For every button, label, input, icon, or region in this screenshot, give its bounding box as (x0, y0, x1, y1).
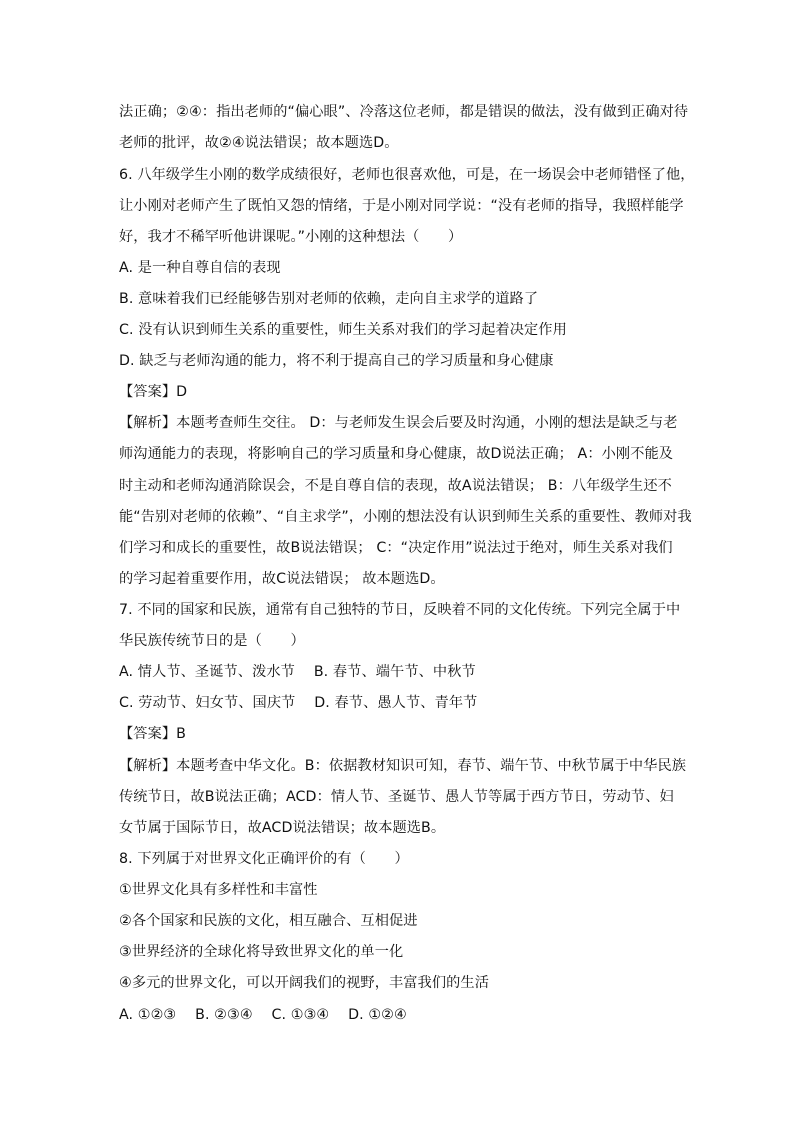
options-ab: A. 情人节、圣诞节、泼水节 B. 春节、端午节、中秋节 (119, 664, 476, 680)
analysis-line: 【解析】本题考查中华文化。B：依据教材知识可知，春节、端午节、中秋节属于中华民族 (119, 758, 687, 774)
analysis-line: 能“告别对老师的依赖”、“自主求学”，小刚的想法没有认识到师生关系的重要性、教师对我 (119, 509, 692, 525)
statement-2: ②各个国家和民族的文化，相互融合、互相促进 (119, 913, 418, 929)
question-8-stem: 8. 下列属于对世界文化正确评价的有（ ） (119, 851, 409, 867)
answer-line: 【答案】D (119, 384, 188, 400)
option-a: A. 是一种自尊自信的表现 (119, 260, 281, 276)
question-6-stem: 6. 八年级学生小刚的数学成绩很好，老师也很喜欢他，可是，在一场误会中老师错怪了他， (119, 167, 695, 183)
analysis-line: 【解析】本题考查师生交往。 D：与老师发生误会后要及时沟通，小刚的想法是缺乏与老 (119, 415, 678, 431)
answer-line: 【答案】B (119, 726, 186, 742)
analysis-line: 的学习起着重要作用，故C说法错误； 故本题选D。 (119, 571, 445, 587)
option-b: B. 意味着我们已经能够告别对老师的依赖，走向自主求学的道路了 (119, 291, 539, 307)
option-d: D. 缺乏与老师沟通的能力，将不利于提高自己的学习质量和身心健康 (119, 353, 554, 369)
text-line: 好，我才不稀罕听他讲课呢。”小刚的这种想法（ ） (119, 229, 463, 245)
text-line: 法正确；②④：指出老师的“偏心眼”、冷落这位老师，都是错误的做法，没有做到正确对待 (119, 104, 689, 120)
text-line: 让小刚对老师产生了既怕又怨的情绪，于是小刚对同学说：“没有老师的指导，我照样能学 (119, 198, 684, 214)
text-line: 华民族传统节日的是（ ） (119, 633, 305, 649)
text-line: 老师的批评，故②④说法错误；故本题选D。 (119, 135, 399, 151)
statement-3: ③世界经济的全球化将导致世界文化的单一化 (119, 944, 404, 960)
analysis-line: 师沟通能力的表现，将影响自己的学习质量和身心健康，故D说法正确； A：小刚不能及 (119, 446, 674, 462)
question-7-stem: 7. 不同的国家和民族，通常有自己独特的节日，反映着不同的文化传统。下列完全属于中 (119, 602, 681, 618)
option-c: C. 没有认识到师生关系的重要性，师生关系对我们的学习起着决定作用 (119, 322, 567, 338)
statement-4: ④多元的世界文化，可以开阔我们的视野，丰富我们的生活 (119, 975, 490, 991)
analysis-line: 时主动和老师沟通消除误会，不是自尊自信的表现，故A说法错误； B：八年级学生还不 (119, 478, 672, 494)
analysis-line: 们学习和成长的重要性，故B说法错误； C：“决定作用”说法过于绝对，师生关系对我们 (119, 540, 673, 556)
options-abcd: A. ①②③ B. ②③④ C. ①③④ D. ①②④ (119, 1007, 407, 1023)
analysis-line: 传统节日，故B说法正确；ACD：情人节、圣诞节、愚人节等属于西方节日，劳动节、妇 (119, 789, 674, 805)
options-cd: C. 劳动节、妇女节、国庆节 D. 春节、愚人节、青年节 (119, 695, 478, 711)
analysis-line: 女节属于国际节日，故ACD说法错误；故本题选B。 (119, 820, 446, 836)
statement-1: ①世界文化具有多样性和丰富性 (119, 882, 318, 898)
